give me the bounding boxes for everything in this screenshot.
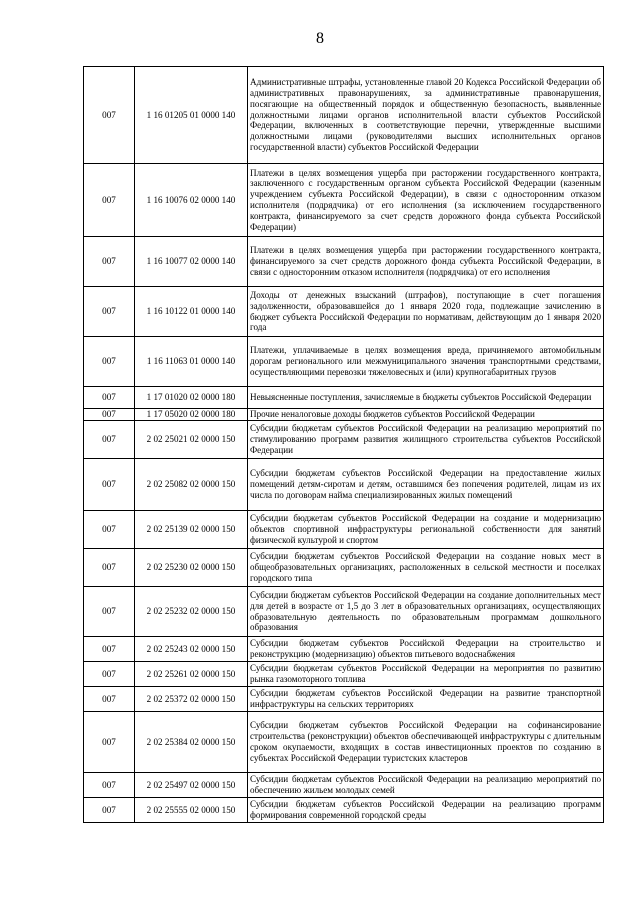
table-row: [84, 687, 604, 712]
admin-code-cell: 007: [84, 164, 135, 237]
revenue-code-cell: 2 02 25243 02 0000 150: [135, 637, 248, 662]
revenue-code-cell: 1 16 10077 02 0000 140: [135, 237, 248, 287]
revenue-code-cell: 2 02 25021 02 0000 150: [135, 421, 248, 459]
page-number: 8: [316, 30, 324, 47]
admin-code-cell: 007: [84, 712, 135, 773]
revenue-code-cell: 2 02 25384 02 0000 150: [135, 712, 248, 773]
revenue-code-cell: 2 02 25082 02 0000 150: [135, 459, 248, 511]
revenue-code-cell: 1 16 10122 01 0000 140: [135, 287, 248, 337]
admin-code-cell: 007: [84, 459, 135, 511]
admin-code-cell: 007: [84, 549, 135, 587]
admin-code-cell: 007: [84, 587, 135, 637]
admin-code-cell: 007: [84, 409, 135, 421]
table-row: [84, 387, 604, 409]
admin-code-cell: 007: [84, 662, 135, 687]
revenue-codes-table: [83, 66, 604, 823]
table-row: [84, 637, 604, 662]
table-body: [84, 67, 604, 823]
revenue-code-cell: 2 02 25497 02 0000 150: [135, 773, 248, 798]
revenue-code-cell: 1 16 11063 01 0000 140: [135, 337, 248, 387]
revenue-code-cell: 1 16 01205 01 0000 140: [135, 67, 248, 164]
revenue-code-cell: 1 17 05020 02 0000 180: [135, 409, 248, 421]
description-cell: Административные штрафы, установленные главой 20 Кодекса Российской Федерации об административных правонарушениях, за административные правонарушения, посягающие на общественный порядок и общественную безопасность, выявленные должностными лицами органов исполнительной власти субъектов Российской Федерации, включенных в соответствующие перечни, утвержденные высшими должностными лицами (руководителями высших исполнительных органов государственной власти) субъектов Российской Федерации: [248, 67, 604, 164]
table-row: [84, 164, 604, 237]
revenue-code-cell: 2 02 25372 02 0000 150: [135, 687, 248, 712]
revenue-code-cell: 1 16 10076 02 0000 140: [135, 164, 248, 237]
table-row: [84, 409, 604, 421]
description-cell: Субсидии бюджетам субъектов Российской Федерации на предоставление жилых помещений детям-сиротам и детям, оставшимся без попечения родителей, лицам из их числа по договорам найма специализированных жилых помещений: [248, 459, 604, 511]
description-cell: Субсидии бюджетам субъектов Российской Федерации на строительство и реконструкцию (модернизацию) объектов питьевого водоснабжения: [248, 637, 604, 662]
table-row: [84, 798, 604, 823]
admin-code-cell: 007: [84, 421, 135, 459]
description-cell: Платежи в целях возмещения ущерба при расторжении государственного контракта, финансируемого за счет средств дорожного фонда субъекта Российской Федерации, в связи с односторонним отказом исполнителя (подрядчика) от его исполнения: [248, 237, 604, 287]
admin-code-cell: 007: [84, 387, 135, 409]
table-row: [84, 459, 604, 511]
description-cell: Невыясненные поступления, зачисляемые в бюджеты субъектов Российской Федерации: [248, 387, 604, 409]
table-row: [84, 287, 604, 337]
revenue-code-cell: 1 17 01020 02 0000 180: [135, 387, 248, 409]
admin-code-cell: 007: [84, 237, 135, 287]
admin-code-cell: 007: [84, 67, 135, 164]
revenue-code-cell: 2 02 25230 02 0000 150: [135, 549, 248, 587]
admin-code-cell: 007: [84, 337, 135, 387]
table-row: [84, 421, 604, 459]
table-row: [84, 712, 604, 773]
revenue-code-cell: 2 02 25261 02 0000 150: [135, 662, 248, 687]
revenue-code-cell: 2 02 25555 02 0000 150: [135, 798, 248, 823]
table-row: [84, 587, 604, 637]
admin-code-cell: 007: [84, 287, 135, 337]
description-cell: Субсидии бюджетам субъектов Российской Федерации на реализацию мероприятий по стимулированию программ развития жилищного строительства субъектов Российской Федерации: [248, 421, 604, 459]
table-row: [84, 337, 604, 387]
description-cell: Субсидии бюджетам субъектов Российской Федерации на софинансирование строительства (реконструкции) объектов обеспечивающей инфраструктуры с длительным сроком окупаемости, входящих в состав инвестиционных проектов по созданию в субъектах Российской Федерации туристских кластеров: [248, 712, 604, 773]
table-row: [84, 662, 604, 687]
description-cell: Субсидии бюджетам субъектов Российской Федерации на реализацию мероприятий по обеспечению жильем молодых семей: [248, 773, 604, 798]
admin-code-cell: 007: [84, 687, 135, 712]
description-cell: Платежи в целях возмещения ущерба при расторжении государственного контракта, заключенного с государственным органом субъекта Российской Федерации (казенным учреждением субъекта Российской Федерации), в связи с односторонним отказом исполнителя (подрядчика) от его исполнения (за исключением государственного контракта, финансируемого за счет средств дорожного фонда субъекта Российской Федерации): [248, 164, 604, 237]
admin-code-cell: 007: [84, 637, 135, 662]
table-row: [84, 237, 604, 287]
revenue-code-cell: 2 02 25139 02 0000 150: [135, 511, 248, 549]
description-cell: Субсидии бюджетам субъектов Российской Федерации на мероприятия по развитию рынка газомоторного топлива: [248, 662, 604, 687]
description-cell: Субсидии бюджетам субъектов Российской Федерации на создание новых мест в общеобразовательных организациях, расположенных в сельской местности и поселках городского типа: [248, 549, 604, 587]
description-cell: Субсидии бюджетам субъектов Российской Федерации на создание дополнительных мест для детей в возрасте от 1,5 до 3 лет в образовательных организациях, осуществляющих образовательную деятельность по образовательным программам дошкольного образования: [248, 587, 604, 637]
table-row: [84, 511, 604, 549]
revenue-code-cell: 2 02 25232 02 0000 150: [135, 587, 248, 637]
admin-code-cell: 007: [84, 511, 135, 549]
table-row: [84, 549, 604, 587]
description-cell: Субсидии бюджетам субъектов Российской Федерации на реализацию программ формирования современной городской среды: [248, 798, 604, 823]
table-row: [84, 773, 604, 798]
table-row: [84, 67, 604, 164]
description-cell: Субсидии бюджетам субъектов Российской Федерации на создание и модернизацию объектов спортивной инфраструктуры региональной собственности для занятий физической культурой и спортом: [248, 511, 604, 549]
description-cell: Платежи, уплачиваемые в целях возмещения вреда, причиняемого автомобильным дорогам регионального или межмуниципального значения транспортными средствами, осуществляющими перевозки тяжеловесных и (или) крупногабаритных грузов: [248, 337, 604, 387]
admin-code-cell: 007: [84, 773, 135, 798]
admin-code-cell: 007: [84, 798, 135, 823]
description-cell: Прочие неналоговые доходы бюджетов субъектов Российской Федерации: [248, 409, 604, 421]
description-cell: Доходы от денежных взысканий (штрафов), поступающие в счет погашения задолженности, образовавшейся до 1 января 2020 года, подлежащие зачислению в бюджет субъекта Российской Федерации по нормативам, действующим до 1 января 2020 года: [248, 287, 604, 337]
description-cell: Субсидии бюджетам субъектов Российской Федерации на развитие транспортной инфраструктуры на сельских территориях: [248, 687, 604, 712]
